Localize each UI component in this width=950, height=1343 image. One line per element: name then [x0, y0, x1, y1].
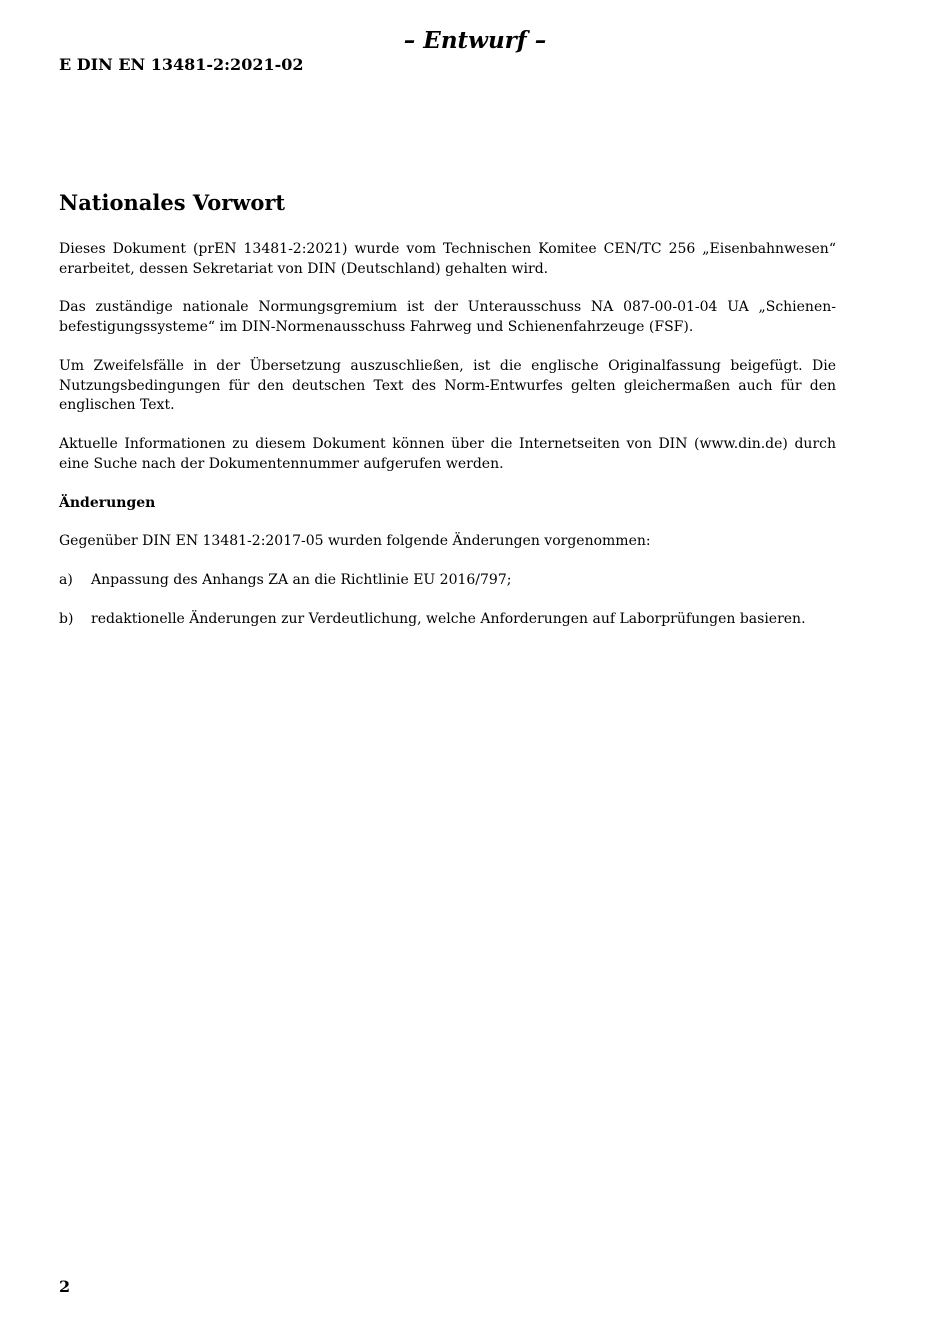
paragraph-translation: Um Zweifelsfälle in der Übersetzung auszuschließen, ist die englische Originalfassung beigefügt. Die Nutzungsbedingungen für den deutschen Text des Norm-Entwurfes gelten gleichermaßen auch für den englischen Text.: [59, 358, 836, 413]
paragraph-committee: Dieses Dokument (prEN 13481-2:2021) wurde vom Technischen Komitee CEN/TC 256 „Eisenbahnwesen“ erarbeitet, dessen Sekretariat von DIN (Deutschland) gehalten wird.: [59, 241, 836, 277]
document-id: E DIN EN 13481-2:2021-02: [59, 55, 304, 74]
section-title: Nationales Vorwort: [59, 190, 286, 215]
list-item-marker: a): [59, 572, 73, 588]
changes-intro: Gegenüber DIN EN 13481-2:2017-05 wurden folgende Änderungen vorgenommen:: [59, 533, 651, 549]
page-number: 2: [59, 1277, 71, 1296]
paragraph-information: Aktuelle Informationen zu diesem Dokument können über die Internetseiten von DIN (www.din.de) durch eine Suche nach der Dokumentennummer aufgerufen werden.: [59, 436, 836, 472]
list-item-marker: b): [59, 611, 74, 627]
draft-watermark: – Entwurf –: [403, 27, 547, 54]
changes-title: Änderungen: [59, 495, 156, 511]
list-item-text: redaktionelle Änderungen zur Verdeutlichung, welche Anforderungen auf Laborprüfungen basieren.: [91, 611, 806, 627]
list-item-text: Anpassung des Anhangs ZA an die Richtlinie EU 2016/797;: [91, 572, 512, 588]
paragraph-national-body: Das zuständige nationale Normungsgremium ist der Unterausschuss NA 087-00-01-04 UA „Schienen-befestigungssysteme“ im DIN-Normenausschuss Fahrweg und Schienenfahrzeuge (FSF).: [59, 299, 836, 335]
